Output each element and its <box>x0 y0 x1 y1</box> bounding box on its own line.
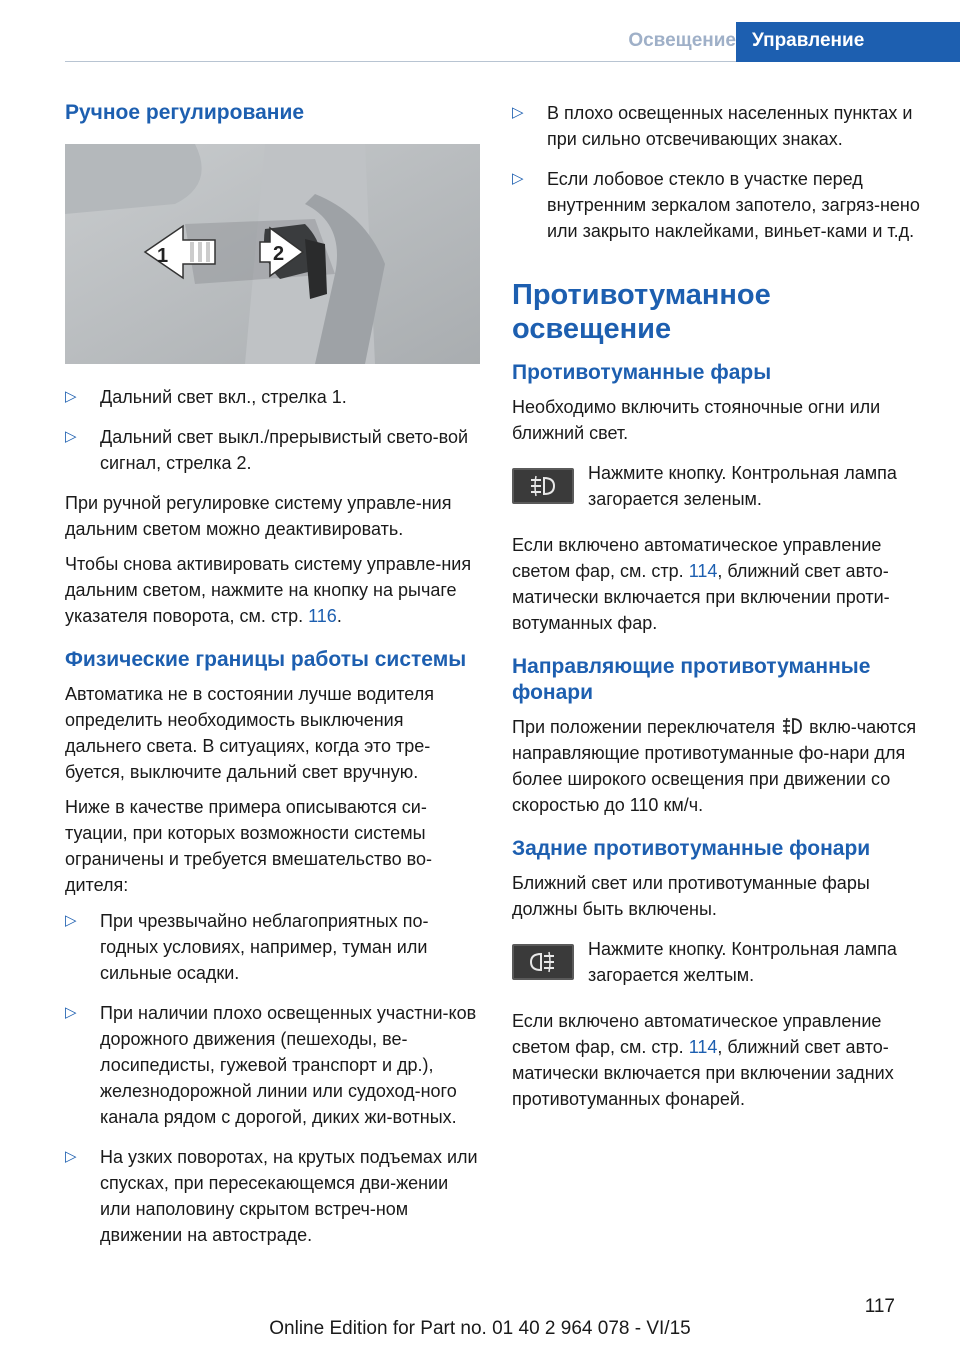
rear-fog-button-row <box>512 936 932 988</box>
paragraph: При ручной регулировке систему управле-ния дальним светом можно деактивировать. <box>65 493 452 539</box>
page-number: 117 <box>864 1296 895 1317</box>
left-column <box>65 100 480 1262</box>
paragraph: Нажмите кнопку. Контрольная лампа загорается зеленым. <box>588 463 897 509</box>
front-fog-heading: Противотуманные фары <box>512 361 772 384</box>
triangle-right-icon: ▷ <box>512 104 524 121</box>
manual-control-heading: Ручное регулирование <box>65 101 305 124</box>
paragraph: Если включено автоматическое управление светом фар, см. стр. 114, ближний свет авто-матически включается при включении задних противотуманных фонарей. <box>512 1011 894 1109</box>
manual-bullet-list <box>65 384 480 476</box>
page-link-116[interactable]: 116 <box>308 606 337 626</box>
arrow-2-label: 2 <box>273 243 285 265</box>
list-item: ▷ Если лобовое стекло в участке перед внутренним зеркалом запотело, загряз-нено или закрыто наклейками, виньет-ками и т.д. <box>512 166 932 244</box>
list-item: ▷ На узких поворотах, на крутых подъемах или спусках, при пересекающемся дви-жении или наполовину скрытом встреч-ном движении на автостраде. <box>65 1144 480 1248</box>
list-item: ▷ При наличии плохо освещенных участни-ков дорожного движения (пешеходы, ве-лосипедисты, гужевой транспорт и др.), железнодорожной линии или судоход-ного канала рядом с дорогой, диких жи-вотных. <box>65 1000 480 1130</box>
triangle-right-icon: ▷ <box>65 912 77 929</box>
fog-lights-heading: Противотуманное освещение <box>512 279 771 345</box>
triangle-right-icon: ▷ <box>65 1148 77 1165</box>
paragraph: Ниже в качестве примера описываются си-туации, при которых возможности системы ограничены и требуется вмешательство во-дителя: <box>65 797 433 895</box>
right-column <box>512 100 932 1121</box>
arrow-1-label: 1 <box>157 245 169 267</box>
footer-edition: Online Edition for Part no. 01 40 2 964 078 - VI/15 <box>269 1318 691 1339</box>
continued-bullet-list <box>512 100 932 244</box>
system-limits-heading: Физические границы работы системы <box>65 648 467 671</box>
section-tab-controls[interactable]: Управление <box>736 22 960 62</box>
triangle-right-icon: ▷ <box>512 170 524 187</box>
paragraph: Если включено автоматическое управление светом фар, см. стр. 114, ближний свет авто-матически включается при включении проти-вотуманных фар. <box>512 535 890 633</box>
paragraph: Ближний свет или противотуманные фары должны быть включены. <box>512 873 870 919</box>
list-item: ▷ Дальний свет выкл./прерывистый свето-вой сигнал, стрелка 2. <box>65 424 480 476</box>
triangle-right-icon: ▷ <box>65 1004 77 1021</box>
paragraph: При положении переключателя вклю-чаются направляющие противотуманные фо-нари для более широкого освещения при движении со скоростью до 110 км/ч. <box>512 717 917 815</box>
rear-fog-heading: Задние противотуманные фонари <box>512 837 871 860</box>
header-bar <box>65 22 960 62</box>
triangle-right-icon: ▷ <box>65 388 77 405</box>
front-fog-lamp-icon[interactable] <box>512 468 574 504</box>
front-fog-button-row <box>512 460 932 512</box>
triangle-right-icon: ▷ <box>65 428 77 445</box>
paragraph: Нажмите кнопку. Контрольная лампа загорается желтым. <box>588 939 897 985</box>
paragraph: Автоматика не в состоянии лучше водителя определить необходимость выключения дальнего света. В ситуациях, когда это тре-буется, выключите дальний свет вручную. <box>65 684 434 782</box>
list-item: ▷ В плохо освещенных населенных пунктах и при сильно отсвечивающих знаках. <box>512 100 932 152</box>
rear-fog-lamp-icon[interactable] <box>512 944 574 980</box>
page-link-114[interactable]: 114 <box>688 561 718 581</box>
paragraph: Необходимо включить стояночные огни или ближний свет. <box>512 397 881 443</box>
page-link-114-rear[interactable]: 114 <box>688 1037 718 1057</box>
turn-signal-lever-photo <box>65 144 480 364</box>
guide-fog-lamp-icon <box>779 715 805 737</box>
guide-fog-heading: Направляющие противотуманные фонари <box>512 655 871 704</box>
paragraph: Чтобы снова активировать систему управле-ния дальним светом, нажмите на кнопку на рычаге указателя поворота, см. стр. 116. <box>65 554 472 626</box>
limits-bullet-list <box>65 908 480 1248</box>
list-item: ▷ Дальний свет вкл., стрелка 1. <box>65 384 480 410</box>
section-tab-lighting[interactable]: Освещение <box>628 30 736 51</box>
list-item: ▷ При чрезвычайно неблагоприятных по-годных условиях, например, туман или сильные осадки. <box>65 908 480 986</box>
